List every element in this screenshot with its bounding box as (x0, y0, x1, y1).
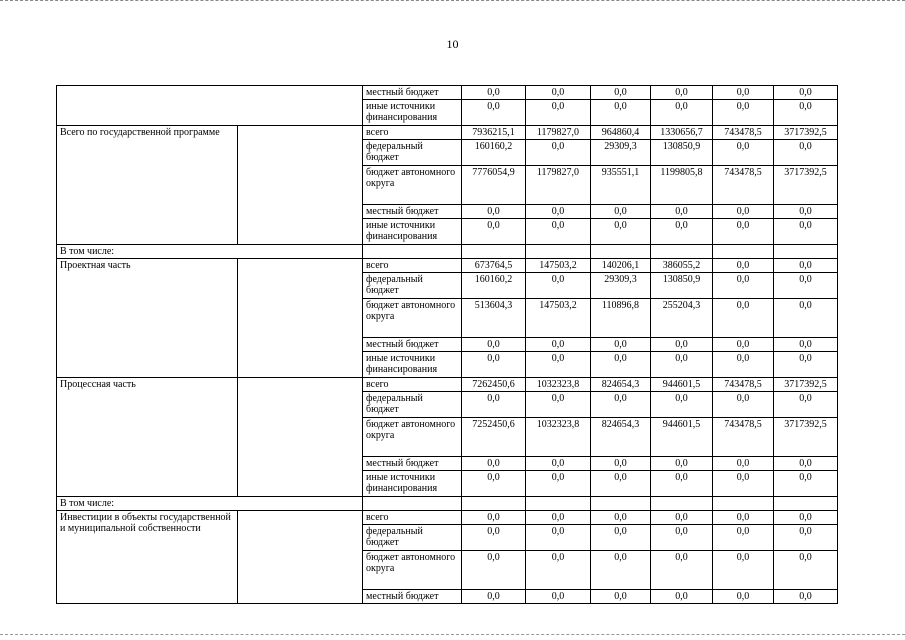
empty-cell (591, 245, 651, 259)
value-cell: 0,0 (462, 86, 526, 100)
value-cell: 0,0 (462, 590, 526, 604)
value-cell: 0,0 (526, 140, 591, 166)
funding-source-cell: местный бюджет (363, 338, 462, 352)
value-cell: 0,0 (774, 471, 838, 497)
value-cell: 935551,1 (591, 166, 651, 205)
value-cell: 130850,9 (651, 140, 713, 166)
value-cell: 1330656,7 (651, 126, 713, 140)
section-name-cell: Инвестиции в объекты государственной и муниципальной собственности (57, 511, 238, 604)
empty-cell (713, 245, 774, 259)
value-cell: 0,0 (774, 457, 838, 471)
value-cell: 1199805,8 (651, 166, 713, 205)
value-cell: 0,0 (651, 471, 713, 497)
value-cell: 944601,5 (651, 418, 713, 457)
funding-source-cell: федеральный бюджет (363, 525, 462, 551)
table-row (57, 511, 838, 525)
value-cell: 0,0 (651, 525, 713, 551)
value-cell: 7936215,1 (462, 126, 526, 140)
note-cell: В том числе: (57, 497, 363, 511)
value-cell: 0,0 (651, 511, 713, 525)
funding-source-cell: иные источники финансирования (363, 100, 462, 126)
funding-source-cell: бюджет автономного округа (363, 418, 462, 457)
value-cell: 3717392,5 (774, 126, 838, 140)
funding-source-cell: всего (363, 511, 462, 525)
value-cell: 1179827,0 (526, 166, 591, 205)
value-cell: 0,0 (774, 338, 838, 352)
empty-cell (462, 245, 526, 259)
funding-source-cell: федеральный бюджет (363, 140, 462, 166)
value-cell: 0,0 (774, 299, 838, 338)
value-cell: 7776054,9 (462, 166, 526, 205)
value-cell: 0,0 (526, 511, 591, 525)
scan-top-edge (0, 0, 905, 1)
funding-source-cell: иные источники финансирования (363, 219, 462, 245)
table-row (57, 378, 838, 392)
funding-source-cell: местный бюджет (363, 590, 462, 604)
value-cell: 147503,2 (526, 299, 591, 338)
value-cell: 0,0 (591, 205, 651, 219)
continuation-cell (57, 86, 363, 126)
funding-source-cell: иные источники финансирования (363, 471, 462, 497)
value-cell: 386055,2 (651, 259, 713, 273)
section-name-cell: Всего по государственной программе (57, 126, 238, 245)
funding-source-cell: бюджет автономного округа (363, 166, 462, 205)
section-name-cell: Проектная часть (57, 259, 238, 378)
value-cell: 0,0 (774, 551, 838, 590)
table-row (57, 259, 838, 273)
value-cell: 160160,2 (462, 273, 526, 299)
value-cell: 0,0 (526, 392, 591, 418)
value-cell: 0,0 (591, 86, 651, 100)
value-cell: 0,0 (462, 551, 526, 590)
value-cell: 0,0 (713, 259, 774, 273)
value-cell: 0,0 (713, 273, 774, 299)
funding-source-cell: местный бюджет (363, 457, 462, 471)
value-cell: 0,0 (651, 551, 713, 590)
value-cell: 0,0 (774, 590, 838, 604)
responsible-cell (238, 259, 363, 378)
funding-source-cell: федеральный бюджет (363, 273, 462, 299)
value-cell: 0,0 (713, 525, 774, 551)
value-cell: 0,0 (462, 511, 526, 525)
value-cell: 0,0 (774, 273, 838, 299)
empty-cell (526, 497, 591, 511)
value-cell: 0,0 (462, 392, 526, 418)
value-cell: 0,0 (774, 259, 838, 273)
value-cell: 0,0 (462, 338, 526, 352)
value-cell: 0,0 (526, 338, 591, 352)
funding-source-cell: всего (363, 378, 462, 392)
value-cell: 0,0 (774, 140, 838, 166)
value-cell: 0,0 (462, 352, 526, 378)
page-number: 10 (446, 37, 459, 51)
scan-bottom-edge (0, 634, 905, 635)
note-cell: В том числе: (57, 245, 363, 259)
funding-source-cell: иные источники финансирования (363, 352, 462, 378)
responsible-cell (238, 126, 363, 245)
value-cell: 3717392,5 (774, 166, 838, 205)
funding-source-cell: федеральный бюджет (363, 392, 462, 418)
value-cell: 0,0 (713, 511, 774, 525)
value-cell: 0,0 (526, 219, 591, 245)
value-cell: 160160,2 (462, 140, 526, 166)
value-cell: 0,0 (713, 590, 774, 604)
empty-cell (363, 497, 462, 511)
value-cell: 0,0 (591, 392, 651, 418)
value-cell: 0,0 (526, 273, 591, 299)
value-cell: 0,0 (462, 219, 526, 245)
value-cell: 0,0 (713, 205, 774, 219)
value-cell: 3717392,5 (774, 378, 838, 392)
funding-source-cell: всего (363, 126, 462, 140)
value-cell: 29309,3 (591, 273, 651, 299)
funding-source-cell: местный бюджет (363, 205, 462, 219)
value-cell: 0,0 (651, 392, 713, 418)
value-cell: 0,0 (774, 205, 838, 219)
value-cell: 0,0 (462, 205, 526, 219)
value-cell: 743478,5 (713, 418, 774, 457)
value-cell: 0,0 (651, 205, 713, 219)
value-cell: 824654,3 (591, 418, 651, 457)
value-cell: 0,0 (591, 338, 651, 352)
empty-cell (774, 497, 838, 511)
funding-source-cell: местный бюджет (363, 86, 462, 100)
responsible-cell (238, 378, 363, 497)
value-cell: 3717392,5 (774, 418, 838, 457)
value-cell: 0,0 (774, 525, 838, 551)
responsible-cell (238, 511, 363, 604)
funding-source-cell: всего (363, 259, 462, 273)
value-cell: 743478,5 (713, 166, 774, 205)
value-cell: 0,0 (462, 100, 526, 126)
value-cell: 0,0 (591, 471, 651, 497)
value-cell: 0,0 (713, 471, 774, 497)
value-cell: 0,0 (774, 86, 838, 100)
empty-cell (774, 245, 838, 259)
funding-source-cell: бюджет автономного округа (363, 551, 462, 590)
value-cell: 0,0 (713, 100, 774, 126)
value-cell: 673764,5 (462, 259, 526, 273)
table-note-row (57, 497, 838, 511)
value-cell: 130850,9 (651, 273, 713, 299)
value-cell: 7262450,6 (462, 378, 526, 392)
value-cell: 0,0 (462, 525, 526, 551)
value-cell: 0,0 (526, 86, 591, 100)
value-cell: 255204,3 (651, 299, 713, 338)
empty-cell (526, 245, 591, 259)
section-name-cell: Процессная часть (57, 378, 238, 497)
value-cell: 0,0 (591, 525, 651, 551)
value-cell: 0,0 (526, 352, 591, 378)
value-cell: 0,0 (526, 471, 591, 497)
value-cell: 1179827,0 (526, 126, 591, 140)
value-cell: 964860,4 (591, 126, 651, 140)
value-cell: 0,0 (526, 457, 591, 471)
value-cell: 0,0 (526, 205, 591, 219)
value-cell: 0,0 (713, 219, 774, 245)
value-cell: 0,0 (651, 457, 713, 471)
empty-cell (651, 497, 713, 511)
value-cell: 0,0 (713, 86, 774, 100)
empty-cell (651, 245, 713, 259)
value-cell: 0,0 (651, 590, 713, 604)
value-cell: 0,0 (774, 392, 838, 418)
value-cell: 0,0 (526, 551, 591, 590)
value-cell: 0,0 (713, 299, 774, 338)
value-cell: 0,0 (651, 352, 713, 378)
value-cell: 0,0 (713, 457, 774, 471)
value-cell: 0,0 (651, 100, 713, 126)
value-cell: 29309,3 (591, 140, 651, 166)
value-cell: 0,0 (713, 551, 774, 590)
value-cell: 7252450,6 (462, 418, 526, 457)
budget-table (56, 85, 838, 604)
value-cell: 1032323,8 (526, 418, 591, 457)
table-note-row (57, 245, 838, 259)
value-cell: 0,0 (591, 511, 651, 525)
funding-source-cell: бюджет автономного округа (363, 299, 462, 338)
value-cell: 0,0 (713, 338, 774, 352)
table-row (57, 86, 838, 100)
value-cell: 0,0 (591, 590, 651, 604)
value-cell: 944601,5 (651, 378, 713, 392)
value-cell: 140206,1 (591, 259, 651, 273)
value-cell: 0,0 (651, 338, 713, 352)
value-cell: 824654,3 (591, 378, 651, 392)
empty-cell (713, 497, 774, 511)
value-cell: 0,0 (591, 219, 651, 245)
value-cell: 743478,5 (713, 126, 774, 140)
value-cell: 110896,8 (591, 299, 651, 338)
value-cell: 0,0 (526, 525, 591, 551)
table-row (57, 126, 838, 140)
value-cell: 743478,5 (713, 378, 774, 392)
value-cell: 0,0 (462, 457, 526, 471)
value-cell: 0,0 (774, 100, 838, 126)
value-cell: 0,0 (774, 511, 838, 525)
value-cell: 0,0 (651, 86, 713, 100)
value-cell: 0,0 (713, 140, 774, 166)
value-cell: 0,0 (462, 471, 526, 497)
empty-cell (462, 497, 526, 511)
value-cell: 0,0 (526, 590, 591, 604)
value-cell: 147503,2 (526, 259, 591, 273)
value-cell: 0,0 (774, 352, 838, 378)
value-cell: 1032323,8 (526, 378, 591, 392)
value-cell: 0,0 (713, 392, 774, 418)
empty-cell (363, 245, 462, 259)
value-cell: 513604,3 (462, 299, 526, 338)
value-cell: 0,0 (774, 219, 838, 245)
value-cell: 0,0 (591, 100, 651, 126)
value-cell: 0,0 (591, 551, 651, 590)
value-cell: 0,0 (591, 352, 651, 378)
empty-cell (591, 497, 651, 511)
value-cell: 0,0 (713, 352, 774, 378)
value-cell: 0,0 (651, 219, 713, 245)
value-cell: 0,0 (526, 100, 591, 126)
value-cell: 0,0 (591, 457, 651, 471)
